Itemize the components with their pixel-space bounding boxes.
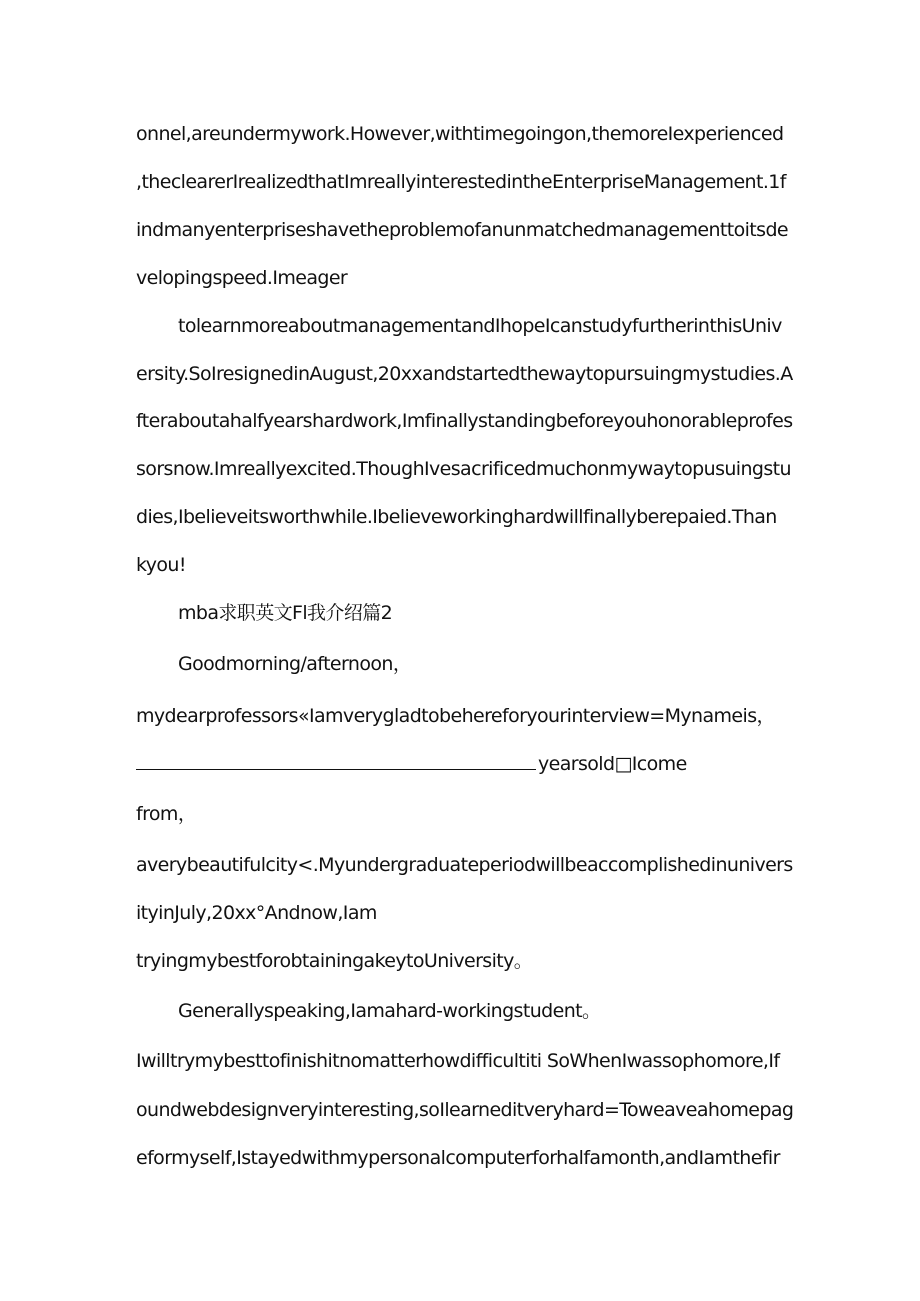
text-line: ityinJuly,20xx°Andnow,Iam	[136, 902, 377, 924]
text-line: ersity.SoIresignedinAugust,20xxandstartedthewaytopursuingmystudies.A	[136, 363, 793, 385]
text-line: ,theclearerIrealizedthatImreallyinterestedintheEnterpriseManagement.1f	[136, 171, 786, 193]
text-line: oundwebdesignveryinteresting,soIlearneditveryhard=Toweaveahomepag	[136, 1099, 794, 1121]
text-line: eformyself,Istayedwithmypersonalcomputerforhalfamonth,andIamthefir	[136, 1147, 780, 1169]
section-heading: mba求职英文Fl我介绍篇2	[178, 602, 393, 624]
text-line: averybeautifulcity<.Myundergraduateperiodwillbeaccomplishedinunivers	[136, 854, 793, 876]
text-line: from，	[136, 803, 197, 825]
blank-suffix-text: yearsold□Icome	[538, 753, 687, 775]
text-line: sorsnow.Imreallyexcited.ThoughIvesacrificedmuchonmywaytopusuingstu	[136, 458, 791, 480]
fill-in-blank	[136, 755, 536, 770]
text-line: dies,Ibelieveitsworthwhile.Ibelieveworkinghardwillfinallyberepaied.Than	[136, 506, 777, 528]
text-line: Generallyspeaking,Iamahard-workingstudent。	[178, 1000, 601, 1022]
text-line: onnel,areundermywork.However,withtimegoingon,themoreIexperienced	[136, 123, 784, 145]
text-line-with-blank	[136, 752, 687, 776]
text-line: tolearnmoreaboutmanagementandIhopeIcanstudyfurtherinthisUniv	[178, 315, 782, 337]
text-line: kyou!	[136, 554, 186, 576]
text-line: indmanyenterpriseshavetheproblemofanunmatchedmanagementtoitsde	[136, 219, 789, 241]
text-line: tryingmybestforobtainingakeytoUniversity。	[136, 950, 533, 972]
text-line: Goodmorning/afternoon，	[178, 653, 412, 675]
text-line: fteraboutahalfyearshardwork,Imfinallystandingbeforeyouhonorableprofes	[136, 410, 793, 432]
text-line: velopingspeed.Imeager	[136, 267, 348, 289]
text-line: mydearprofessors«Iamverygladtobehereforyourinterview=Mynameis，	[136, 705, 775, 727]
text-line: Iwilltrymybesttofinishitnomatterhowdifficultiti SoWhenIwassophomore,If	[136, 1050, 780, 1072]
